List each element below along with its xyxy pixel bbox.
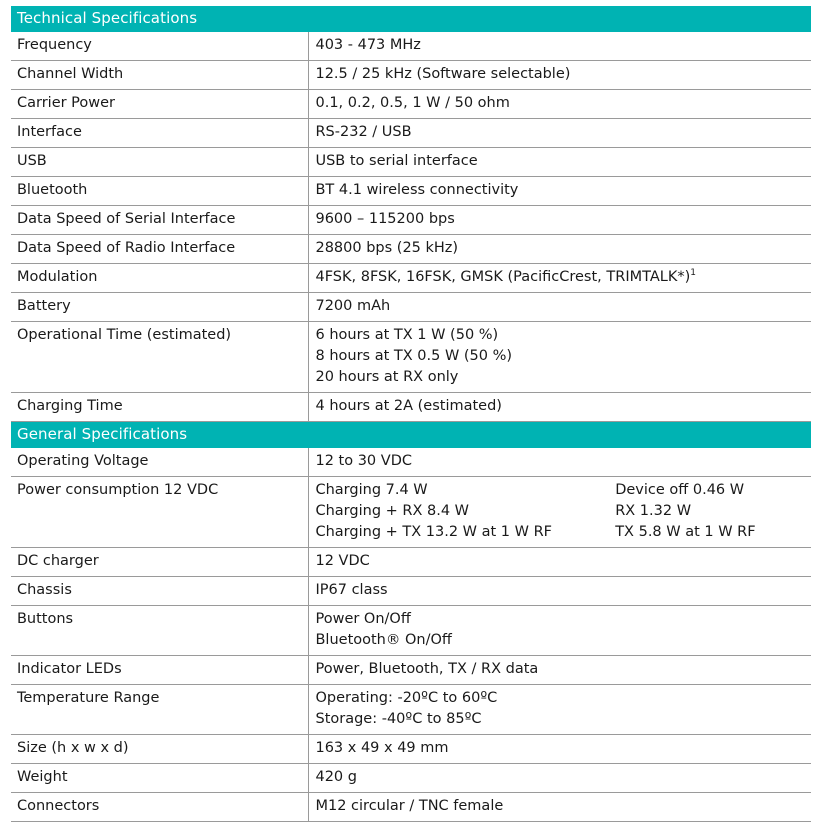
spec-value-text: 163 x 49 x 49 mm — [315, 739, 449, 756]
spec-value-lines — [315, 551, 805, 572]
spec-value-line: Charging + TX 13.2 W at 1 W RF — [315, 523, 553, 540]
spec-value-text: 12 to 30 VDC — [315, 452, 412, 469]
spec-label: Operational Time (estimated) — [11, 321, 309, 392]
spec-value-line — [315, 609, 805, 630]
table-row — [11, 605, 811, 655]
spec-label: Bluetooth — [11, 176, 309, 205]
spec-label: Data Speed of Serial Interface — [11, 205, 309, 234]
spec-value — [309, 605, 811, 655]
spec-value-lines — [315, 180, 805, 201]
spec-value — [309, 118, 811, 147]
table-row — [11, 392, 811, 421]
spec-label: Charging Time — [11, 392, 309, 421]
spec-value — [309, 176, 811, 205]
spec-label: Chassis — [11, 576, 309, 605]
spec-value-line — [315, 296, 805, 317]
spec-value-lines — [315, 325, 805, 388]
spec-label: Indicator LEDs — [11, 655, 309, 684]
spec-value-text: Bluetooth® On/Off — [315, 631, 452, 648]
spec-value-line — [315, 367, 805, 388]
footnote-marker: 1 — [690, 268, 696, 279]
table-row — [11, 60, 811, 89]
table-row — [11, 147, 811, 176]
spec-value-line — [315, 238, 805, 259]
spec-value-lines — [315, 93, 805, 114]
section-header-row — [11, 421, 811, 447]
spec-label: Buttons — [11, 605, 309, 655]
table-row — [11, 734, 811, 763]
spec-value — [309, 263, 811, 292]
spec-label: Size (h x w x d) — [11, 734, 309, 763]
spec-value-line — [315, 151, 805, 172]
spec-value-lines — [315, 296, 805, 317]
spec-label: Weight — [11, 763, 309, 792]
spec-value-text: USB to serial interface — [315, 152, 478, 169]
spec-value — [309, 734, 811, 763]
spec-value-lines — [315, 396, 805, 417]
spec-value-text: 403 - 473 MHz — [315, 36, 421, 53]
spec-value-line: RX 1.32 W — [615, 502, 692, 519]
spec-value — [309, 792, 811, 821]
spec-value — [309, 448, 811, 477]
spec-label: Power consumption 12 VDC — [11, 476, 309, 547]
table-row — [11, 292, 811, 321]
spec-value — [309, 147, 811, 176]
spec-value-line — [315, 64, 805, 85]
spec-value-line — [315, 738, 805, 759]
spec-value-column — [615, 480, 805, 543]
spec-value — [309, 205, 811, 234]
spec-value-line — [315, 688, 805, 709]
spec-value-text: IP67 class — [315, 581, 388, 598]
spec-value-text: M12 circular / TNC female — [315, 797, 504, 814]
section-title: Technical Specifications — [11, 6, 811, 32]
spec-value-lines — [315, 580, 805, 601]
spec-label: Channel Width — [11, 60, 309, 89]
table-row — [11, 32, 811, 61]
spec-value-line — [315, 551, 805, 572]
spec-value-line — [315, 396, 805, 417]
spec-value-lines — [315, 659, 805, 680]
table-row — [11, 792, 811, 821]
spec-value — [309, 655, 811, 684]
spec-label: Battery — [11, 292, 309, 321]
spec-value — [309, 32, 811, 61]
spec-value — [309, 292, 811, 321]
spec-value-lines — [315, 122, 805, 143]
specifications-table — [11, 6, 811, 822]
spec-value-line — [315, 267, 805, 288]
spec-value-lines — [315, 267, 805, 288]
table-row — [11, 321, 811, 392]
spec-value-text: 4FSK, 8FSK, 16FSK, GMSK (PacificCrest, TRIMTALK*) — [315, 268, 691, 285]
spec-value-text: Storage: -40ºC to 85ºC — [315, 710, 482, 727]
table-row — [11, 684, 811, 734]
spec-value-line — [315, 580, 805, 601]
spec-value — [309, 321, 811, 392]
table-row — [11, 234, 811, 263]
spec-value-line — [315, 325, 805, 346]
spec-value-lines — [315, 609, 805, 651]
spec-value-lines — [315, 209, 805, 230]
spec-value-line — [315, 630, 805, 651]
spec-value-line — [315, 767, 805, 788]
spec-value-lines — [315, 151, 805, 172]
spec-label: DC charger — [11, 547, 309, 576]
spec-value-line — [315, 659, 805, 680]
spec-value-lines — [315, 64, 805, 85]
spec-value-line: Device off 0.46 W — [615, 481, 745, 498]
table-row — [11, 476, 811, 547]
spec-value-text: 4 hours at 2A (estimated) — [315, 397, 502, 414]
spec-value-line — [315, 796, 805, 817]
spec-value-line: Charging 7.4 W — [315, 481, 428, 498]
spec-value-line — [315, 709, 805, 730]
spec-value-text: Power On/Off — [315, 610, 411, 627]
spec-value — [309, 763, 811, 792]
spec-value-line — [315, 180, 805, 201]
spec-label: Carrier Power — [11, 89, 309, 118]
spec-value-lines — [315, 688, 805, 730]
table-row — [11, 118, 811, 147]
section-header-row — [11, 6, 811, 32]
section-title: General Specifications — [11, 421, 811, 447]
spec-value-line: Charging + RX 8.4 W — [315, 502, 470, 519]
table-row — [11, 176, 811, 205]
spec-value-text: 0.1, 0.2, 0.5, 1 W / 50 ohm — [315, 94, 510, 111]
spec-value — [309, 476, 811, 547]
table-row — [11, 448, 811, 477]
spec-value — [309, 60, 811, 89]
spec-value — [309, 234, 811, 263]
spec-value-lines — [315, 238, 805, 259]
table-row — [11, 547, 811, 576]
spec-value-text: 6 hours at TX 1 W (50 %) — [315, 326, 499, 343]
spec-label: Interface — [11, 118, 309, 147]
spec-value-text: BT 4.1 wireless connectivity — [315, 181, 519, 198]
spec-value-line: TX 5.8 W at 1 W RF — [615, 523, 756, 540]
spec-value-lines — [315, 796, 805, 817]
spec-value-text: RS-232 / USB — [315, 123, 412, 140]
spec-label: Operating Voltage — [11, 448, 309, 477]
table-row — [11, 576, 811, 605]
spec-value — [309, 576, 811, 605]
spec-value-text: Operating: -20ºC to 60ºC — [315, 689, 498, 706]
spec-label: Modulation — [11, 263, 309, 292]
spec-label: Data Speed of Radio Interface — [11, 234, 309, 263]
spec-value — [309, 392, 811, 421]
table-row — [11, 263, 811, 292]
spec-value-line — [315, 346, 805, 367]
spec-value — [309, 89, 811, 118]
spec-value-line — [315, 35, 805, 56]
spec-label: Temperature Range — [11, 684, 309, 734]
spec-value-text: 20 hours at RX only — [315, 368, 459, 385]
spec-value-text: 9600 – 115200 bps — [315, 210, 455, 227]
spec-value-line — [315, 209, 805, 230]
spec-value — [309, 684, 811, 734]
spec-value-text: 420 g — [315, 768, 357, 785]
spec-value-text: 12.5 / 25 kHz (Software selectable) — [315, 65, 571, 82]
spec-value-lines — [315, 767, 805, 788]
spec-value-lines — [315, 738, 805, 759]
table-row — [11, 89, 811, 118]
spec-value-line — [315, 93, 805, 114]
spec-value-lines — [315, 35, 805, 56]
spec-value-columns — [315, 480, 805, 543]
spec-value-text: 8 hours at TX 0.5 W (50 %) — [315, 347, 513, 364]
spec-value — [309, 547, 811, 576]
spec-label: Connectors — [11, 792, 309, 821]
spec-value-lines — [315, 451, 805, 472]
spec-label: USB — [11, 147, 309, 176]
spec-value-column — [315, 480, 615, 543]
table-row — [11, 763, 811, 792]
spec-value-text: 12 VDC — [315, 552, 370, 569]
table-row — [11, 205, 811, 234]
spec-value-text: 28800 bps (25 kHz) — [315, 239, 459, 256]
spec-value-line — [315, 451, 805, 472]
spec-label: Frequency — [11, 32, 309, 61]
table-row — [11, 655, 811, 684]
specifications-table-body — [11, 6, 811, 821]
spec-value-text: Power, Bluetooth, TX / RX data — [315, 660, 539, 677]
spec-value-line — [315, 122, 805, 143]
spec-value-text: 7200 mAh — [315, 297, 391, 314]
